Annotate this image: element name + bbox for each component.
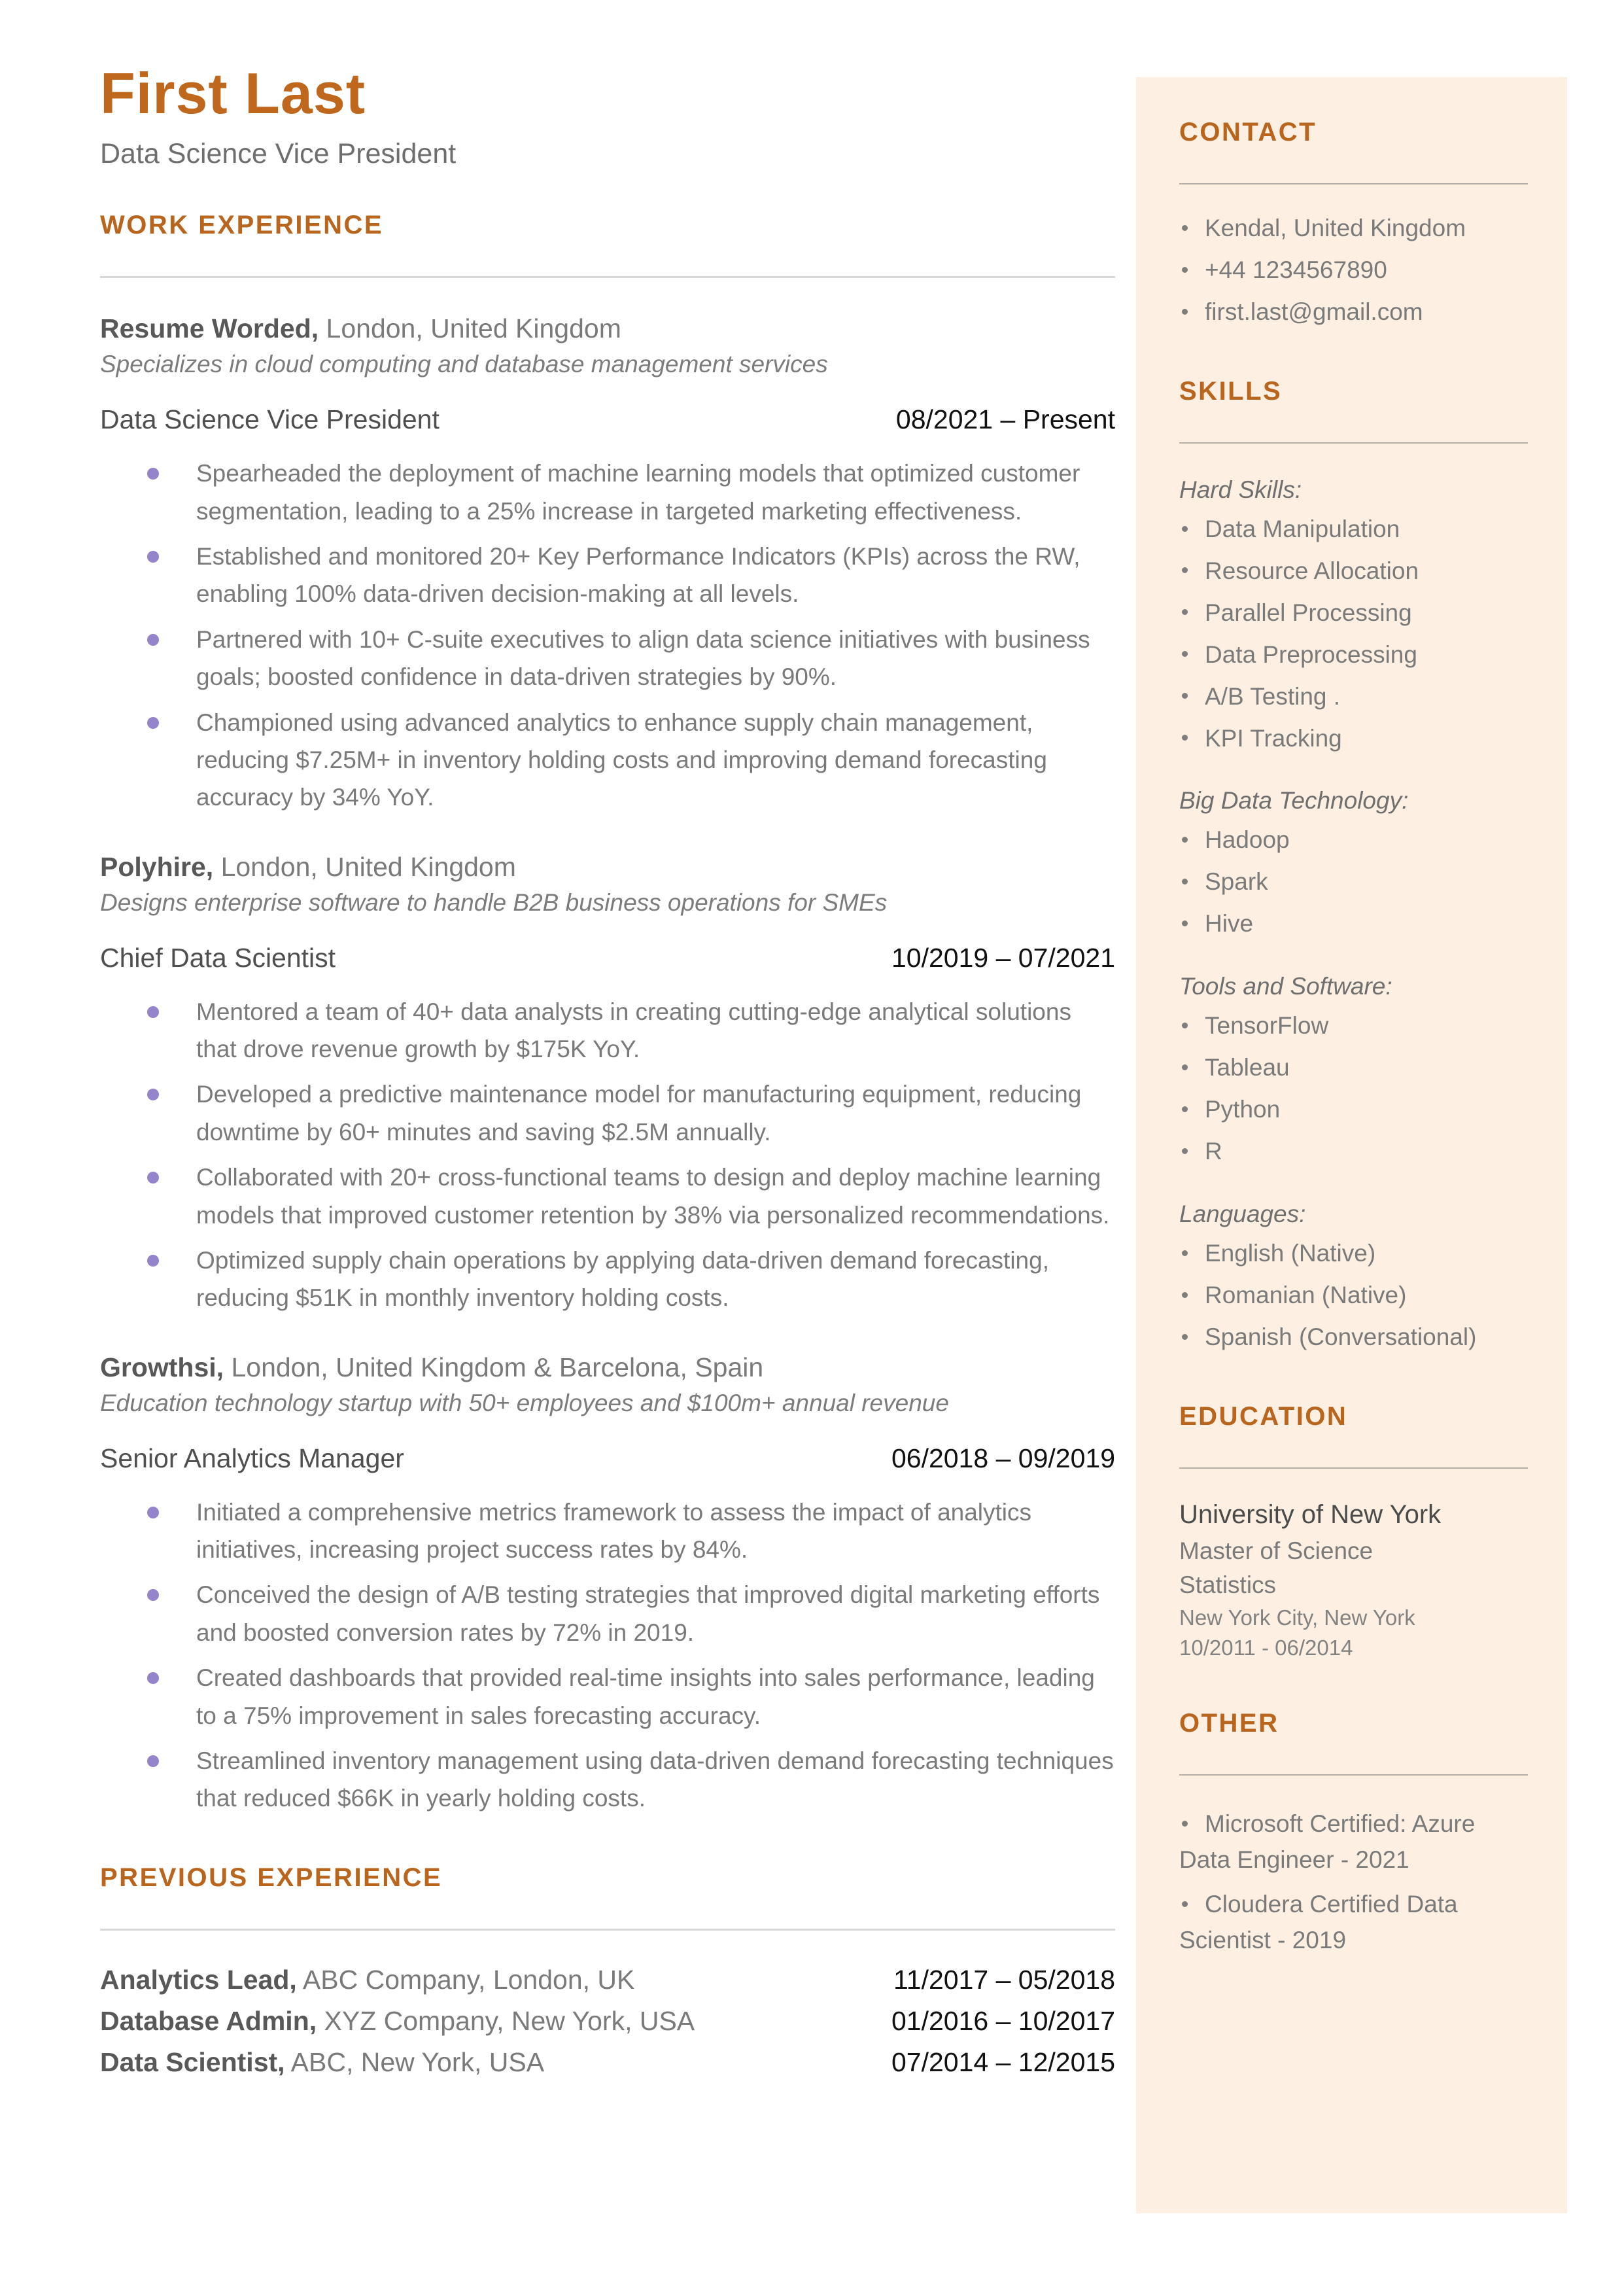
bullet-icon	[147, 551, 159, 563]
skill-item: Tableau	[1179, 1051, 1528, 1084]
education-degree: Master of Science	[1179, 1537, 1373, 1564]
dot-icon	[1182, 609, 1188, 615]
contact-list	[1179, 212, 1528, 328]
previous-company: ABC Company, London, UK	[296, 1964, 635, 1995]
bullet-item	[147, 538, 1115, 613]
company-line	[100, 1351, 1115, 1384]
skill-group-hard-skills	[1179, 476, 1528, 755]
company-line	[100, 312, 1115, 345]
bullet-icon	[147, 1089, 159, 1100]
job-title-row	[100, 1443, 1115, 1474]
main-column	[100, 60, 1115, 2088]
skill-list	[1179, 513, 1528, 755]
contact-location: Kendal, United Kingdom	[1179, 212, 1528, 245]
company-description: Specializes in cloud computing and database management services	[100, 351, 828, 378]
previous-dates: 07/2014 – 12/2015	[891, 2046, 1115, 2077]
job-dates: 06/2018 – 09/2019	[891, 1443, 1115, 1473]
previous-role: Data Scientist,	[100, 2046, 285, 2077]
divider	[100, 276, 1115, 278]
bullet-item	[147, 704, 1115, 816]
job-title: Data Science Vice President	[100, 404, 440, 435]
education-school: University of New York	[1179, 1499, 1442, 1529]
bullet-icon	[147, 1172, 159, 1183]
previous-role-line	[100, 2047, 544, 2078]
bullet-icon	[147, 634, 159, 646]
person-name: First Last	[100, 61, 366, 126]
divider	[100, 1929, 1115, 1931]
bullet-item	[147, 1494, 1115, 1569]
company-location: London, United Kingdom & Barcelona, Spain	[224, 1352, 764, 1382]
previous-role-line	[100, 1965, 634, 1995]
dot-icon	[1182, 879, 1188, 885]
certification-item: Microsoft Certified: Azure Data Engineer - 2021	[1179, 1810, 1476, 1874]
skill-group-label: Tools and Software:	[1179, 973, 1392, 1000]
bullet-text: Collaborated with 20+ cross-functional teams to design and deploy machine learning models that improved customer retention by 38% via personalized recommendations.	[196, 1164, 1110, 1229]
bullet-text: Conceived the design of A/B testing strategies that improved digital marketing efforts and boosted conversion rates by 72% in 2019.	[196, 1581, 1100, 1646]
language-item: English (Native)	[1179, 1237, 1528, 1270]
language-item: Spanish (Conversational)	[1179, 1321, 1528, 1354]
company-name: Polyhire,	[100, 851, 214, 882]
bullet-text: Initiated a comprehensive metrics framework to assess the impact of analytics initiatives, increasing project success rates by 84%.	[196, 1498, 1032, 1564]
bullet-text: Mentored a team of 40+ data analysts in creating cutting-edge analytical solutions that drove revenue growth by $175K YoY.	[196, 998, 1071, 1063]
previous-role-line	[100, 2006, 695, 2037]
skill-item: Python	[1179, 1093, 1528, 1126]
job-dates: 08/2021 – Present	[895, 404, 1115, 435]
dot-icon	[1182, 1292, 1188, 1298]
skill-item: Data Preprocessing	[1179, 639, 1528, 671]
bullet-text: Spearheaded the deployment of machine learning models that optimized customer segmentation, leading to a 25% increase in targeted marketing effectiveness.	[196, 460, 1080, 525]
job-entry	[100, 1351, 1115, 1817]
previous-role: Database Admin,	[100, 2005, 317, 2036]
section-heading-contact: CONTACT	[1179, 118, 1317, 147]
job-dates: 10/2019 – 07/2021	[891, 942, 1115, 973]
dot-icon	[1182, 837, 1188, 843]
bullet-text: Championed using advanced analytics to enhance supply chain management, reducing $7.25M+ in inventory holding costs and improving demand forecasting accuracy by 34% YoY.	[196, 709, 1047, 811]
bullet-text: Streamlined inventory management using data-driven demand forecasting techniques that reduced $66K in yearly holding costs.	[196, 1747, 1114, 1812]
company-line	[100, 850, 1115, 884]
job-title: Chief Data Scientist	[100, 942, 336, 973]
bullet-text: Optimized supply chain operations by applying data-driven demand forecasting, reducing $51K in monthly inventory holding costs.	[196, 1246, 1049, 1312]
section-heading-previous-experience: PREVIOUS EXPERIENCE	[100, 1863, 443, 1892]
bullet-icon	[147, 468, 159, 480]
contact-phone: +44 1234567890	[1179, 254, 1528, 287]
company-description: Designs enterprise software to handle B2B business operations for SMEs	[100, 888, 888, 916]
bullet-item	[147, 993, 1115, 1068]
skill-group-big-data	[1179, 787, 1528, 940]
previous-role: Analytics Lead,	[100, 1964, 297, 1995]
company-location: London, United Kingdom	[213, 851, 516, 882]
previous-dates: 11/2017 – 05/2018	[893, 1964, 1115, 1995]
dot-icon	[1182, 225, 1188, 231]
skill-item: TensorFlow	[1179, 1009, 1528, 1042]
company-name: Resume Worded,	[100, 313, 319, 344]
job-title: Senior Analytics Manager	[100, 1443, 404, 1473]
previous-experience-list	[100, 1965, 1115, 2078]
previous-experience-row	[100, 2006, 1115, 2037]
job-title-row	[100, 404, 1115, 435]
section-heading-education: EDUCATION	[1179, 1401, 1348, 1431]
certification-item: Cloudera Certified Data Scientist - 2019	[1179, 1890, 1458, 1954]
person-title: Data Science Vice President	[100, 138, 457, 170]
skill-item: R	[1179, 1135, 1528, 1168]
job-bullet-list	[100, 455, 1115, 816]
bullet-icon	[147, 1589, 159, 1601]
education-field: Statistics	[1179, 1571, 1277, 1598]
bullet-item	[147, 1576, 1115, 1651]
bullet-icon	[147, 1507, 159, 1518]
dot-icon	[1182, 735, 1188, 741]
bullet-item	[147, 1159, 1115, 1234]
job-title-row	[100, 943, 1115, 973]
dot-icon	[1182, 1334, 1188, 1340]
previous-dates: 01/2016 – 10/2017	[891, 2005, 1115, 2036]
skill-group-label: Big Data Technology:	[1179, 787, 1409, 815]
language-item: Romanian (Native)	[1179, 1279, 1528, 1312]
skill-item: Spark	[1179, 866, 1528, 898]
bullet-text: Developed a predictive maintenance model for manufacturing equipment, reducing downtime by 60+ minutes and saving $2.5M annually.	[196, 1081, 1082, 1146]
divider	[1179, 1467, 1528, 1469]
bullet-item	[147, 621, 1115, 696]
dot-icon	[1182, 651, 1188, 657]
company-name: Growthsi,	[100, 1352, 224, 1382]
skill-item: Hadoop	[1179, 824, 1528, 856]
sidebar-column	[1179, 118, 1528, 1967]
education-entry	[1179, 1500, 1528, 1660]
dot-icon	[1182, 1064, 1188, 1070]
section-heading-other: OTHER	[1179, 1708, 1279, 1738]
bullet-item	[147, 455, 1115, 530]
skill-item: KPI Tracking	[1179, 722, 1528, 755]
certification-list	[1179, 1806, 1528, 1959]
bullet-icon	[147, 1755, 159, 1767]
dot-icon	[1182, 267, 1188, 273]
skill-group-label: Hard Skills:	[1179, 476, 1302, 503]
previous-experience-row	[100, 2047, 1115, 2078]
skill-item: Hive	[1179, 907, 1528, 940]
bullet-item	[147, 1076, 1115, 1151]
bullet-item	[147, 1742, 1115, 1817]
divider	[1179, 442, 1528, 444]
company-description: Education technology startup with 50+ employees and $100m+ annual revenue	[100, 1389, 949, 1416]
bullet-text: Partnered with 10+ C-suite executives to align data science initiatives with business goals; boosted confidence in data-driven strategies by 90%.	[196, 625, 1090, 691]
dot-icon	[1182, 526, 1188, 532]
skill-list	[1179, 1009, 1528, 1168]
bullet-icon	[147, 717, 159, 729]
education-dates: 10/2011 - 06/2014	[1179, 1635, 1353, 1660]
bullet-text: Established and monitored 20+ Key Performance Indicators (KPIs) across the RW, enabling 100% data-driven decision-making at all levels.	[196, 543, 1080, 608]
skill-list	[1179, 824, 1528, 940]
dot-icon	[1182, 1106, 1188, 1112]
divider	[1179, 1774, 1528, 1776]
section-heading-skills: SKILLS	[1179, 376, 1283, 406]
job-entry	[100, 850, 1115, 1317]
job-bullet-list	[100, 1494, 1115, 1817]
bullet-icon	[147, 1672, 159, 1684]
contact-email: first.last@gmail.com	[1179, 296, 1528, 328]
skill-list	[1179, 1237, 1528, 1354]
skill-group-tools	[1179, 973, 1528, 1168]
dot-icon	[1182, 693, 1188, 699]
skill-item: A/B Testing .	[1179, 680, 1528, 713]
divider	[1179, 183, 1528, 184]
dot-icon	[1182, 1821, 1188, 1827]
bullet-icon	[147, 1006, 159, 1018]
dot-icon	[1182, 920, 1188, 926]
company-location: London, United Kingdom	[319, 313, 621, 344]
skill-group-languages	[1179, 1200, 1528, 1354]
bullet-item	[147, 1242, 1115, 1317]
bullet-item	[147, 1659, 1115, 1734]
dot-icon	[1182, 309, 1188, 315]
section-heading-work-experience: WORK EXPERIENCE	[100, 211, 384, 240]
dot-icon	[1182, 567, 1188, 573]
skill-item: Resource Allocation	[1179, 555, 1528, 587]
dot-icon	[1182, 1023, 1188, 1028]
previous-experience-row	[100, 1965, 1115, 1995]
education-location: New York City, New York	[1179, 1605, 1415, 1630]
skill-item: Data Manipulation	[1179, 513, 1528, 546]
job-bullet-list	[100, 993, 1115, 1317]
bullet-icon	[147, 1255, 159, 1267]
bullet-text: Created dashboards that provided real-time insights into sales performance, leading to a 75% improvement in sales forecasting accuracy.	[196, 1664, 1095, 1729]
skill-item: Parallel Processing	[1179, 597, 1528, 629]
dot-icon	[1182, 1901, 1188, 1907]
skill-group-label: Languages:	[1179, 1200, 1306, 1227]
dot-icon	[1182, 1250, 1188, 1256]
previous-company: ABC, New York, USA	[285, 2046, 545, 2077]
job-entry	[100, 312, 1115, 816]
dot-icon	[1182, 1148, 1188, 1154]
previous-company: XYZ Company, New York, USA	[317, 2005, 695, 2036]
